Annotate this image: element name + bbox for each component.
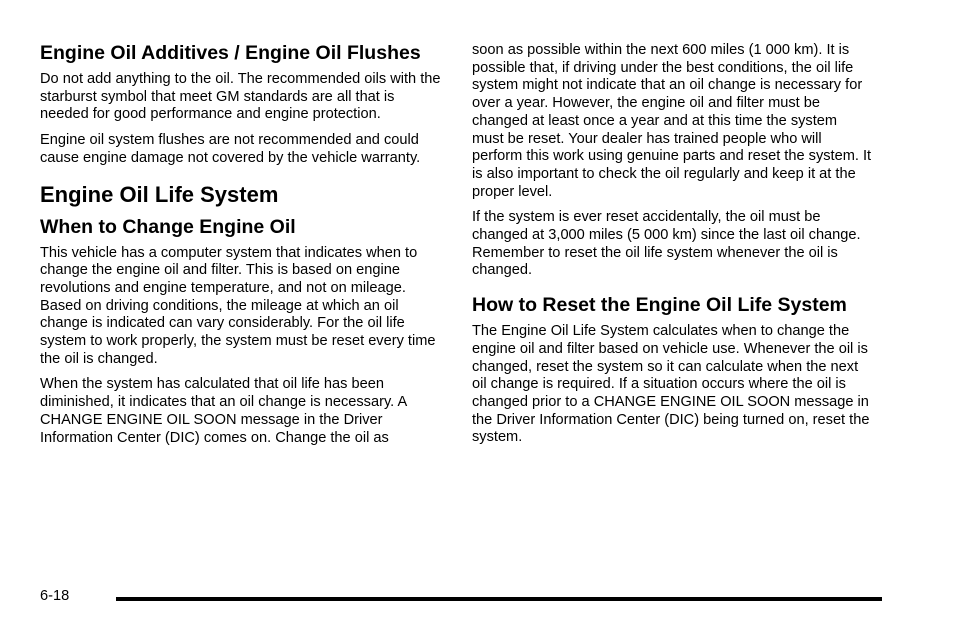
- heading-when-to-change: When to Change Engine Oil: [40, 215, 296, 238]
- right-column: [472, 42, 872, 455]
- left-column: [40, 42, 444, 455]
- heading-oil-additives: Engine Oil Additives / Engine Oil Flushes: [40, 42, 421, 64]
- paragraph-reset-accidentally: If the system is ever reset accidentally, the oil must be changed at 3,000 miles (5 000 km) since the last oil change. Remember to reset the oil life system whenever the oil is changed.: [472, 209, 861, 279]
- paragraph-additives: Do not add anything to the oil. The recommended oils with the starburst symbol that meet GM standards are all that is needed for good performance and engine protection.: [40, 71, 441, 123]
- paragraph-oil-life-diminished: When the system has calculated that oil life has been diminished, it indicates that an oil change is necessary. A CHANGE ENGINE OIL SOON message in the Driver Information Center (DIC) comes on. Change the oil as: [40, 376, 407, 446]
- paragraph-flushes: Engine oil system flushes are not recommended and could cause engine damage not covered by the vehicle warranty.: [40, 132, 421, 166]
- heading-how-to-reset: How to Reset the Engine Oil Life System: [472, 294, 847, 317]
- heading-oil-life-system: Engine Oil Life System: [40, 181, 279, 207]
- paragraph-change-soon: soon as possible within the next 600 miles (1 000 km). It is possible that, if driving under the best conditions, the oil life system might not indicate that an oil change is necessary for over a year. However, the engine oil and filter must be changed at least once a year and at this time the system must be reset. Your dealer has trained people who will perform this work using genuine parts and reset the system. It is also important to check the oil regularly and keep it at the proper level.: [472, 42, 872, 200]
- paragraph-computer-system: This vehicle has a computer system that indicates when to change the engine oil and filter. This is based on engine revolutions and engine temperature, and not on mileage. Based on driving conditions, the mileage at which an oil change is indicated can vary considerably. For the oil life system to work properly, the system must be reset every time the oil is changed.: [40, 244, 436, 367]
- page-number: 6-18: [40, 588, 70, 604]
- paragraph-reset-procedure: The Engine Oil Life System calculates when to change the engine oil and filter based on vehicle use. Whenever the oil is changed, reset the system so it can calculate when the next oil change is required. If a situation occurs where the oil is changed prior to a CHANGE ENGINE OIL SOON message in the Driver Information Center (DIC) being turned on, reset the system.: [472, 323, 870, 446]
- footer-rule: [116, 597, 882, 601]
